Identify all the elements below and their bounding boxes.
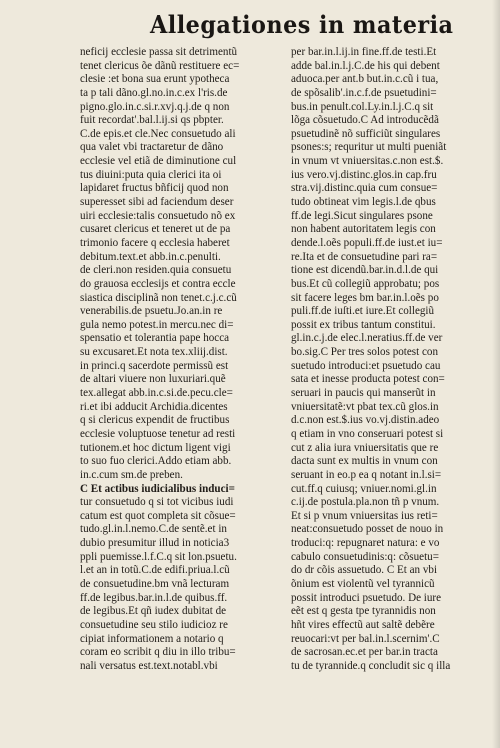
left-column-line: tudo.gl.in.l.nemo.C.de sentẽ.et in: [80, 523, 227, 536]
left-column-line: venerabilis.de psuetu.Jo.an.in re: [80, 305, 223, 318]
right-column-line: ff.de legi.Sicut singulares psone: [291, 209, 433, 222]
right-column-line: seruant in eo.p ea q notant in.l.si=: [291, 468, 442, 481]
left-column-line: C Et actibus iudicialibus induci=: [80, 482, 235, 495]
right-column-line: tione est dicendũ.bar.in.d.l.de qui: [291, 264, 439, 277]
right-column-line: q etiam in vno conseruari potest si: [291, 427, 444, 440]
right-column-line: cabulo consuetudinis:q: cõsuetu=: [291, 550, 439, 563]
left-column-line: uiri ecclesie:talis consuetudo nõ ex: [80, 209, 236, 222]
left-column-line: tenet clericus õe dãnũ restituere ec=: [80, 59, 240, 72]
left-column-line: cipiat informationem a notario q: [80, 632, 224, 645]
right-column-line: possit introduci psuetudo. De iure: [291, 591, 442, 604]
left-column-line: spensatio et tolerantia pape hocca: [80, 332, 230, 345]
left-column-line: tex.allegat abb.in.c.si.de.pecu.cle=: [80, 387, 233, 400]
left-column-line: cusaret clericus et teneret ut de pa: [80, 223, 231, 236]
right-column-line: hñt vires effectũ aut saltẽ debẽre: [291, 618, 435, 631]
right-column-line: psones:s; requritur ut multi pueniãt: [291, 141, 447, 154]
right-column-line: sata et inesse producta potest con=: [291, 373, 445, 386]
right-column-line: sit facere leges bm bar.in.l.oẽs po: [291, 291, 439, 304]
left-column-line: tus diuini:puta quia clerici ita oi: [80, 168, 222, 181]
left-column-line: tur consuetudo q si tot vicibus iudi: [80, 496, 234, 509]
right-column-line: do dr cõis assuetudo. C Et an vbi: [291, 564, 438, 577]
page-edge-shadow: [492, 0, 500, 748]
left-column-line: gula nemo potest.in mercu.nec di=: [80, 318, 234, 331]
right-column-line: suetudo introduci:et psuetudo cau: [291, 359, 441, 372]
right-column-line: eẽt est q gesta tpe tyrannidis non: [291, 605, 436, 618]
right-column-line: d.c.non est.$.ius vo.vj.distin.adeo: [291, 414, 440, 427]
right-column-line: aduoca.per ant.b but.in.c.cũ i tua,: [291, 73, 439, 86]
right-column-line: cut z alia iura vniuersitatis que re: [291, 441, 439, 454]
right-column-line: vniuersitatẽ:vt pbat tex.cũ glos.in: [291, 400, 439, 413]
left-column-line: do grauosa ecclesijs et contra eccle: [80, 277, 236, 290]
right-column-line: bus.Et cũ collegiũ approbatu; pos: [291, 277, 440, 290]
right-column-line: dende.l.oẽs populi.ff.de iust.et iu=: [291, 236, 443, 249]
right-column-line: tu de tyrannide.q concludit sic q illa: [291, 659, 451, 672]
right-column-line: Et si p vnum vniuersitas ius reti=: [291, 509, 438, 522]
left-column-line: tutionem.et hoc dictum ligent vigi: [80, 441, 231, 454]
right-column-line: puli.ff.de iuſti.et iure.Et collegiũ: [291, 305, 435, 318]
left-column-line: ri.et ibi adducit Archidia.dicentes: [80, 400, 228, 413]
left-column-line: coram eo scribit q diu in illo tribu=: [80, 646, 236, 659]
left-column-line: dubio presumitur illud in noticia3: [80, 537, 230, 550]
left-column-line: qua valet vbi tractaretur de dãno: [80, 141, 224, 154]
right-column-line: non habent autoritatem legis con: [291, 223, 436, 236]
left-column-line: ecclesie voluptuose tenetur ad resti: [80, 427, 236, 440]
left-column-line: C.de epis.et cle.Nec consuetudo ali: [80, 127, 236, 140]
right-column-line: seruari in paucis qui manserũt in: [291, 387, 436, 400]
left-column-line: pigno.glo.in.c.si.r.xvj.q.j.de q non: [80, 100, 230, 113]
right-column-line: re.Ita et de consuetudine pari ra=: [291, 250, 438, 263]
right-column-line: troduci:q: repugnaret natura: e vo: [291, 537, 440, 550]
left-column-line: l.et an in totũ.C.de edifi.priua.l.cũ: [80, 564, 230, 577]
left-column-line: superesset sibi ad faciendum deser: [80, 196, 234, 209]
left-column-line: consuetudine seu stilo iudicioz re: [80, 618, 228, 631]
left-column-line: de cleri.non residen.quia consuetu: [80, 264, 232, 277]
right-column-line: stra.vij.distinc.quia cum consue=: [291, 182, 438, 195]
left-column-line: su excusaret.Et nota tex.xliij.dist.: [80, 346, 228, 359]
left-column-line: to suo fuo clerici.Addo etiam abb.: [80, 455, 232, 468]
left-column-line: ecclesie vel etiã de diminutione cul: [80, 155, 237, 168]
left-column-line: siastica disciplinã non tenet.c.j.c.cũ: [80, 291, 237, 304]
left-text-column: [80, 46, 285, 673]
right-column-line: bo.sig.C Per tres solos potest con: [291, 346, 438, 359]
right-column-line: tudo obtineat vim legis.l.de qbus: [291, 196, 436, 209]
right-column-line: de spõsalib'.in.c.f.de psuetudini=: [291, 86, 437, 99]
left-column-line: neficij ecclesie passa sit detrimentũ: [80, 46, 238, 58]
right-column-line: adde bal.in.l.j.C.de his qui debent: [291, 59, 440, 72]
left-column-line: de legibus.Et qñ iudex dubitat de: [80, 605, 227, 618]
left-column-line: de consuetudine.bm vnã lecturam: [80, 577, 230, 590]
right-text-column: [291, 46, 481, 673]
left-column-line: nali versatus est.text.notabl.vbi: [80, 659, 218, 672]
right-column-line: possit ex tribus tantum constitui.: [291, 318, 436, 331]
left-column-line: lapidaret fructus bñficij quod non: [80, 182, 229, 195]
right-column-line: dacta sunt ex multis in vnum con: [291, 455, 438, 468]
right-column-line: in vnum vt vniuersitas.c.non est.$.: [291, 155, 444, 168]
left-column-line: ppli puemisse.l.f.C.q sit lon.psuetu.: [80, 550, 237, 563]
right-column-line: reuocari:vt per bal.in.l.scernim'.C: [291, 632, 440, 645]
left-column-line: in princi.q sacerdote permissũ est: [80, 359, 229, 372]
right-column-line: neat:consuetudo posset de nouo in: [291, 523, 444, 536]
left-column-line: ta p tali dãno.gl.no.in.c.ex l'ris.de: [80, 86, 228, 99]
right-column-line: per bar.in.l.ij.in fine.ff.de testi.Et: [291, 46, 437, 58]
right-column-line: ius vero.vj.distinc.glos.in cap.fru: [291, 168, 437, 181]
right-column-line: de sacrosan.ec.et per bar.in tracta: [291, 646, 438, 659]
right-column-line: lõga cõsuetudo.C Ad introducẽdã: [291, 114, 439, 127]
right-column-line: c.ij.de postula.pla.non tñ p vnum.: [291, 496, 440, 509]
left-column-line: q si clericus expendit de fructibus: [80, 414, 230, 427]
right-column-line: psuetudinẽ nõ sufficiũt singulares: [291, 127, 441, 140]
right-column-line: õnium est violentũ vel tyrannicũ: [291, 577, 435, 590]
left-column-line: clesie :et bona sua erunt ypotheca: [80, 73, 230, 86]
left-column-line: trimonio facere q ecclesia haberet: [80, 236, 230, 249]
left-column-line: debitum.text.et abb.in.c.penulti.: [80, 250, 221, 263]
left-column-line: in.c.cum sm.de preben.: [80, 468, 183, 481]
left-column-line: de altari viuere non luxuriari.quẽ: [80, 373, 226, 386]
page-heading: Allegationes in materia: [150, 10, 454, 39]
right-column-line: cut.ff.q cuiusq; vniuer.nomi.gl.in: [291, 482, 437, 495]
left-column-line: catum est quot completa sit cõsue=: [80, 509, 236, 522]
right-column-line: gl.in.c.j.de elec.l.neratius.ff.de ver: [291, 332, 443, 345]
right-column-line: bus.in penult.col.Ly.in.l.j.C.q sit: [291, 100, 434, 113]
left-column-line: ff.de legibus.bar.in.l.de quibus.ff.: [80, 591, 228, 604]
left-column-line: fuit recordat'.bal.l.ij.si qs pbpter.: [80, 114, 224, 127]
